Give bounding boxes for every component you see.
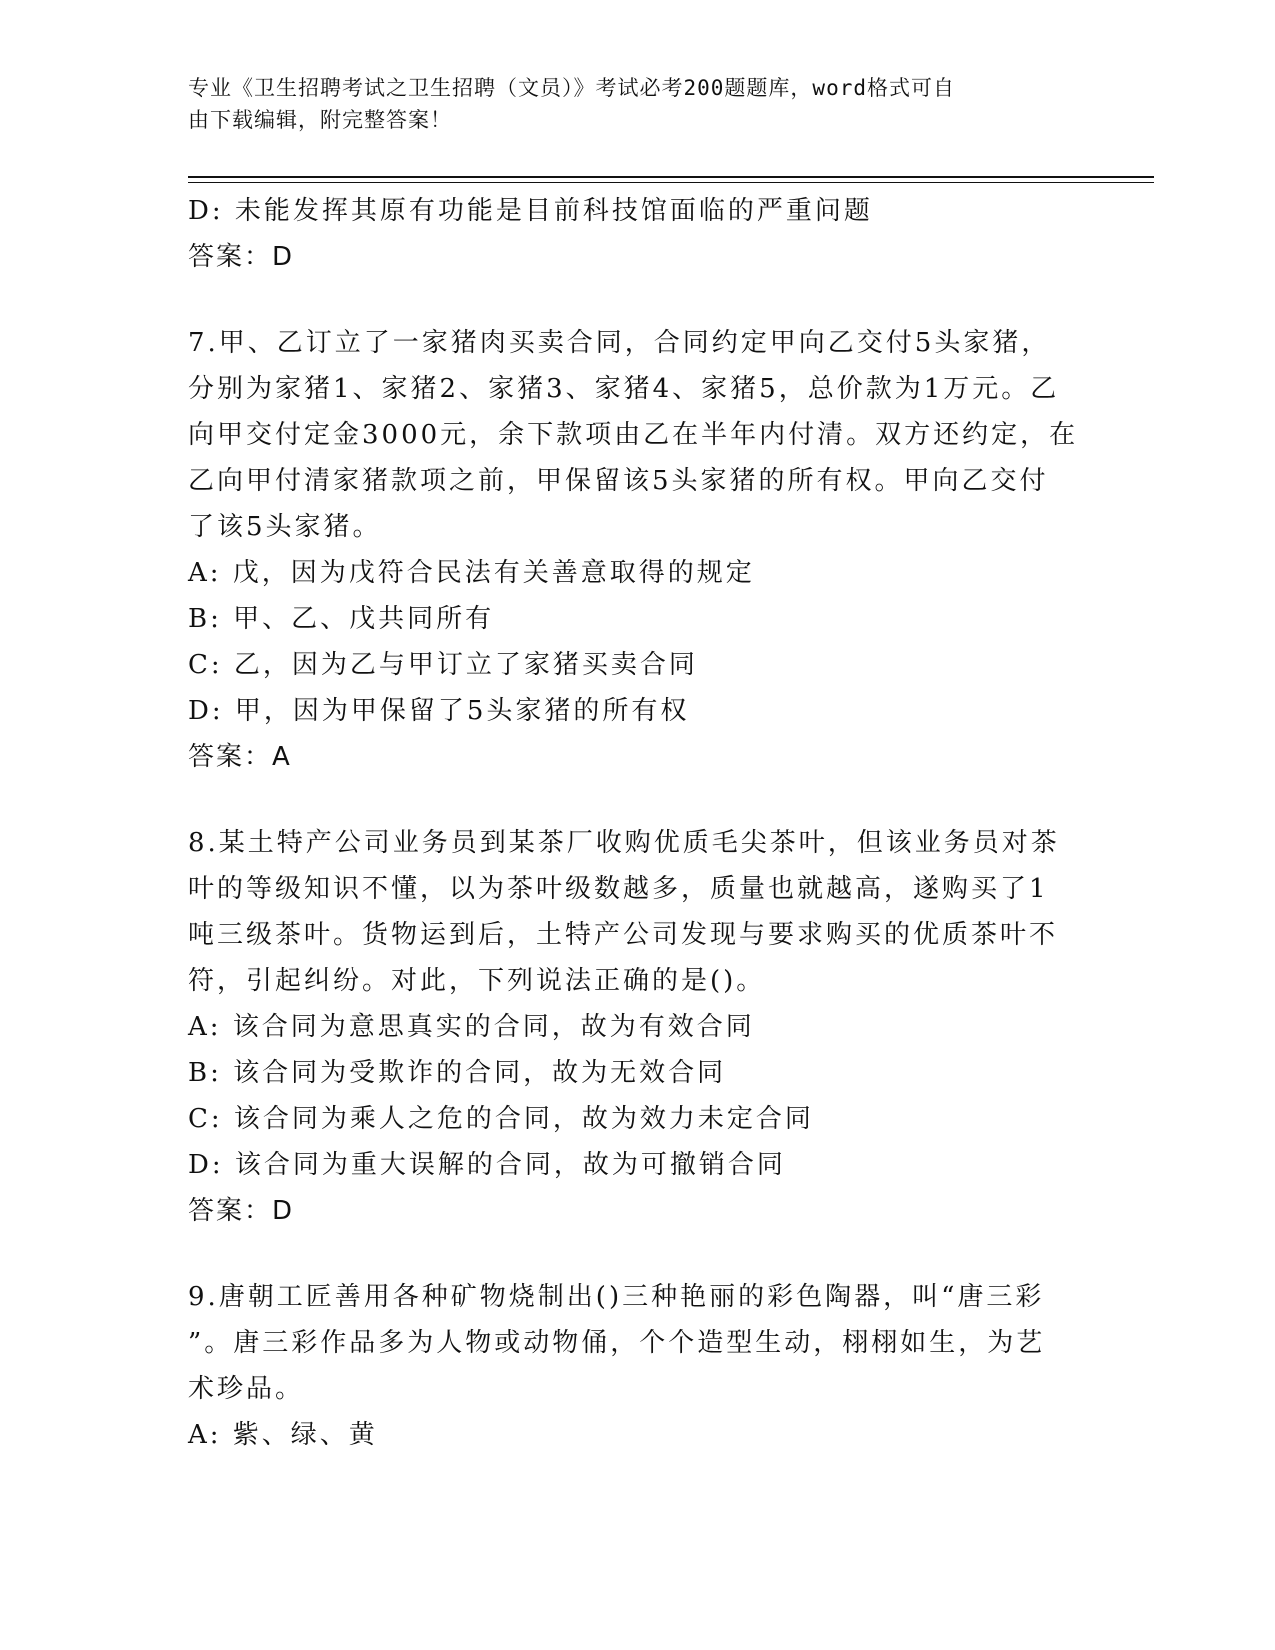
question-text-line: 了该5头家猪。 [188, 512, 382, 542]
option-b: B: 该合同为受欺诈的合同，故为无效合同 [188, 1058, 727, 1088]
question-9 [188, 1274, 1088, 1458]
option-d: D: 未能发挥其原有功能是目前科技馆面临的严重问题 [188, 196, 873, 226]
header-divider-thin [188, 182, 1154, 183]
option-a: A: 该合同为意思真实的合同，故为有效合同 [188, 1012, 755, 1042]
question-text-line: 术珍品。 [188, 1374, 305, 1404]
question-text-line: 符，引起纠纷。对此，下列说法正确的是()。 [188, 966, 766, 996]
header-text-line-1: 专业《卫生招聘考试之卫生招聘（文员）》考试必考200题题库，word格式可自 [188, 76, 955, 100]
question-text-line: 分别为家猪1、家猪2、家猪3、家猪4、家猪5，总价款为1万元。乙 [188, 374, 1060, 404]
option-a: A: 紫、绿、黄 [188, 1420, 378, 1450]
previous-question-tail [188, 188, 1088, 280]
question-text-line: 乙向甲付清家猪款项之前，甲保留该5头家猪的所有权。甲向乙交付 [188, 466, 1049, 496]
option-a: A: 戊，因为戊符合民法有关善意取得的规定 [188, 558, 755, 588]
answer-line: 答案：A [188, 742, 292, 772]
answer-line: 答案：D [188, 242, 295, 272]
question-list [188, 188, 1088, 1458]
question-text-line: ”。唐三彩作品多为人物或动物俑，个个造型生动，栩栩如生，为艺 [188, 1328, 1046, 1358]
header-divider-thick [188, 176, 1154, 178]
question-text-line: 9.唐朝工匠善用各种矿物烧制出()三种艳丽的彩色陶器，叫“唐三彩 [188, 1282, 1045, 1312]
option-d: D: 甲，因为甲保留了5头家猪的所有权 [188, 696, 690, 726]
question-text-line: 8.某土特产公司业务员到某茶厂收购优质毛尖茶叶，但该业务员对茶 [188, 828, 1060, 858]
question-7 [188, 320, 1088, 780]
header-text-line-2: 由下载编辑，附完整答案！ [188, 108, 452, 132]
question-text-line: 吨三级茶叶。货物运到后，土特产公司发现与要求购买的优质茶叶不 [188, 920, 1059, 950]
question-text-line: 叶的等级知识不懂，以为茶叶级数越多，质量也就越高，遂购买了1 [188, 874, 1049, 904]
document-header [188, 72, 1068, 136]
option-b: B: 甲、乙、戊共同所有 [188, 604, 495, 634]
option-c: C: 该合同为乘人之危的合同，故为效力未定合同 [188, 1104, 814, 1134]
option-c: C: 乙，因为乙与甲订立了家猪买卖合同 [188, 650, 698, 680]
question-text-line: 7.甲、乙订立了一家猪肉买卖合同，合同约定甲向乙交付5头家猪， [188, 328, 1051, 358]
answer-line: 答案：D [188, 1196, 295, 1226]
question-8 [188, 820, 1088, 1234]
option-d: D: 该合同为重大误解的合同，故为可撤销合同 [188, 1150, 786, 1180]
question-text-line: 向甲交付定金3000元，余下款项由乙在半年内付清。双方还约定，在 [188, 420, 1079, 450]
